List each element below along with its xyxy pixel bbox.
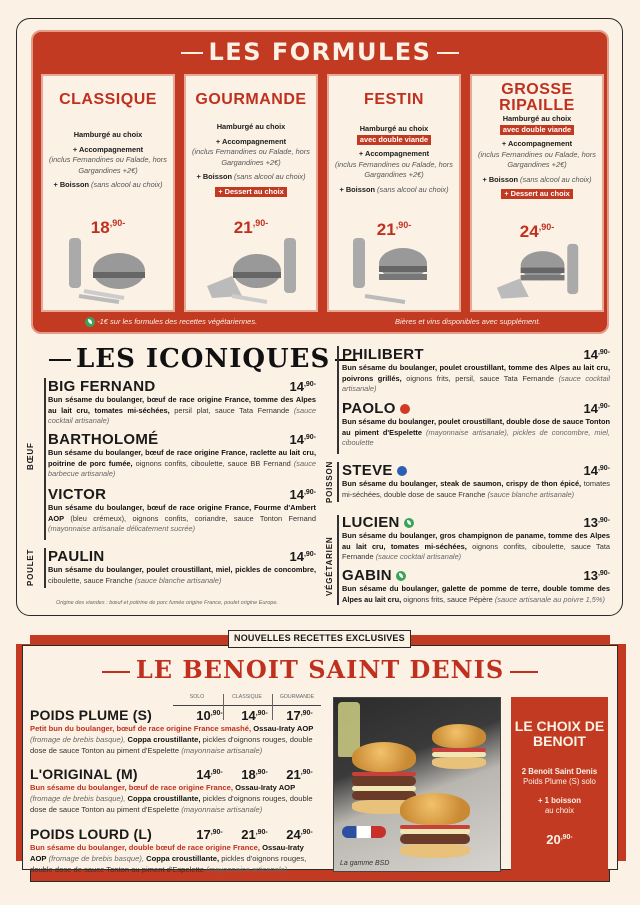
menu-item-victor[interactable]: VICTOR $14^{,90-}$ Bun sésame du boulanger, bœuf de race origine France, Fourme d'Ambert AOP (bleu crémeux), oignons confits, coriandre, sauce Tonton Fernand (mayonnaise artisanale délicatement sucrée) [48, 486, 316, 534]
fish-icon [397, 466, 407, 476]
category-poulet: POULET [26, 548, 35, 586]
category-boeuf: BŒUF [26, 442, 35, 470]
spicy-pepper-icon [400, 404, 410, 414]
formules-title: LES FORMULES [33, 38, 607, 66]
burger-menu-illustration-icon [345, 236, 445, 306]
column-rule [173, 705, 321, 706]
choice-price: $20^{,90-}$ [546, 832, 573, 847]
benoit-item-poids-plume[interactable]: POIDS PLUME (S) $10^{,90-}$ $14^{,90-}$ $17^{,90-}$ Petit bun du boulanger, bœuf de race origine France smashé, Ossau-Iraty AOP (fromage de brebis basque), Coppa croustillante, pickles d'oignons rouges, double dose de sauce Tonton au piment d'Espelette (mayonnaise artisanale) [30, 707, 314, 755]
formule-card-festin[interactable]: FESTIN Hamburgé au choix avec double viande + Accompagnement (inclus Fernandines ou Falade, hors Gargandines +2€) + Boisson (sans alcool au choix) $21^{,90-}$ [327, 74, 461, 312]
mouthguard-flag-icon [342, 826, 386, 838]
meat-origin-note: Origine des viandes : bœuf et poitrine de porc fumée origine France, poulet origine Europe. [56, 600, 278, 606]
formule-card-gourmande[interactable]: GOURMANDE Hamburgé au choix + Accompagnement (inclus Fernandines ou Falade, hors Gargandines +2€) + Boisson (sans alcool au choix) + Dessert au choix $21^{,90-}$ [184, 74, 318, 312]
iconiques-title: LES ICONIQUES [44, 344, 362, 374]
formule-price: $21^{,90-}$ [376, 220, 412, 239]
dessert-badge: + Dessert au choix [215, 187, 287, 197]
formules-section [31, 30, 609, 334]
poulet-right-divider [337, 346, 339, 454]
bsd-burgers-photo [333, 697, 501, 872]
menu-item-bartholome[interactable]: BARTHOLOMÉ $14^{,90-}$ Bun sésame du boulanger, bœuf de race origine France, raclette au lait cru, poitrine de porc fumée, oignons confits, ciboulette, sauce BB Fernand (sauce barbecue artisanale) [48, 431, 316, 479]
formule-name: GOURMANDE [195, 91, 307, 108]
burger-menu-illustration-icon [488, 242, 588, 306]
formule-name: FESTIN [364, 91, 424, 108]
veggie-leaf-icon [396, 571, 406, 581]
menu-item-paulin[interactable]: PAULIN $14^{,90-}$ Bun sésame du boulanger, poulet croustillant, miel, pickles de concombre, ciboulette, sauce Franche (sauce blanche artisanale) [48, 548, 316, 585]
veggie-leaf-icon [85, 317, 95, 327]
choice-title: LE CHOIX DE BENOIT [514, 718, 605, 749]
formule-price: $21^{,90-}$ [233, 218, 269, 237]
column-gourmande: GOURMANDE [279, 694, 315, 700]
category-poisson: POISSON [325, 460, 334, 503]
menu-item-philibert[interactable]: PHILIBERT $14^{,90-}$ Bun sésame du boulanger, poulet croustillant, tomme des Alpes au lait cru, poivrons grillés, oignons frits, persil, sauce Tata Fernande (sauce cocktail artisanale) [342, 346, 610, 394]
vegetarien-divider [337, 515, 339, 605]
formule-name: CLASSIQUE [59, 91, 157, 108]
benoit-item-poids-lourd[interactable]: POIDS LOURD (L) $17^{,90-}$ $21^{,90-}$ $24^{,90-}$ Bun sésame du boulanger, double bœuf de race origine France, Ossau-Iraty AOP (fromage de brebis basque), Coppa croustillante, pickles d'oignons rouges, double dose de sauce Tonton au piment d'Espelette (mayonnaise artisanale) [30, 826, 313, 874]
alcohol-note: Bières et vins disponibles avec supplément. [395, 317, 541, 326]
formule-price: $24^{,90-}$ [519, 222, 555, 241]
benoit-item-original[interactable]: L'ORIGINAL (M) $14^{,90-}$ $18^{,90-}$ $21^{,90-}$ Bun sésame du boulanger, bœuf de race origine France, Ossau-Iraty AOP (fromage de brebis basque), Coppa croustillante, pickles d'oignons rouges, double dose de sauce Tonton au piment d'Espelette (mayonnaise artisanale) [30, 766, 313, 814]
poisson-divider [337, 462, 339, 502]
burger-menu-illustration-icon [59, 236, 159, 306]
veggie-discount-note: -1€ sur les formules des recettes végétariennes. [85, 317, 257, 327]
category-vegetarien: VÉGÉTARIEN [325, 536, 334, 596]
menu-item-gabin[interactable]: GABIN $13^{,90-}$ Bun sésame du boulanger, galette de pomme de terre, double tomme des Alpes au lait cru, oignons frits, sauce Pépère (sauce artisanale au poivre 1,5%) [342, 567, 610, 604]
column-solo: SOLO [189, 694, 205, 700]
menu-item-steve[interactable]: STEVE $14^{,90-}$ Bun sésame du boulanger, steak de saumon, crispy de thon épicé, tomates mi-séchées, double dose de sauce Franche (sauce blanche artisanale) [342, 462, 610, 499]
double-viande-badge: avec double viande [500, 125, 574, 135]
menu-item-big-fernand[interactable]: BIG FERNAND $14^{,90-}$ Bun sésame du boulanger, bœuf de race origine France, tomme des Alpes au lait cru, tomates mi-séchées, persil plat, sauce Tata Fernande (sauce cocktail artisanale) [48, 378, 316, 426]
benoit-title: LE BENOIT SAINT DENIS [0, 655, 640, 684]
boeuf-divider [44, 378, 46, 540]
burger-menu-illustration-icon [202, 236, 302, 306]
formule-price: $18^{,90-}$ [90, 218, 126, 237]
formule-name: GROSSE RIPAILLE [499, 81, 575, 114]
dessert-badge: + Dessert au choix [501, 189, 573, 199]
formule-card-grosse-ripaille[interactable]: GROSSE RIPAILLE Hamburgé au choix avec double viande + Accompagnement (inclus Fernandines ou Falade, hors Gargandines +2€) + Boisson (sans alcool au choix) + Dessert au choix $24^{,90-}$ [470, 74, 604, 312]
menu-item-lucien[interactable]: LUCIEN $13^{,90-}$ Bun sésame du boulanger, gros champignon de paname, tomme des Alpes au lait cru, tomates mi-séchées, oignons confits, ciboulette, sauce Tata Fernande (sauce cocktail artisanale) [342, 514, 610, 562]
choix-de-benoit-box[interactable]: LE CHOIX DE BENOIT 2 Benoit Saint Denis Poids Plume (S) solo + 1 boisson au choix $20^{,90-}$ [511, 697, 608, 872]
poulet-divider [44, 548, 46, 588]
column-classique: CLASSIQUE [232, 694, 262, 700]
photo-caption: La gamme BSD [340, 860, 390, 867]
veggie-leaf-icon [404, 518, 414, 528]
double-viande-badge: avec double viande [357, 135, 431, 145]
new-recipes-tag: NOUVELLES RECETTES EXCLUSIVES [228, 630, 411, 648]
formule-card-classique[interactable]: CLASSIQUE Hamburgé au choix + Accompagnement (inclus Fernandines ou Falade, hors Gargandines +2€) + Boisson (sans alcool au choix) $18^{,90-}$ [41, 74, 175, 312]
menu-item-paolo[interactable]: PAOLO $14^{,90-}$ Bun sésame du boulanger, poulet croustillant, double dose de sauce Tonton au piment d'Espelette (mayonnaise artisanale), pickles de concombre, miel, ciboulette [342, 400, 611, 448]
